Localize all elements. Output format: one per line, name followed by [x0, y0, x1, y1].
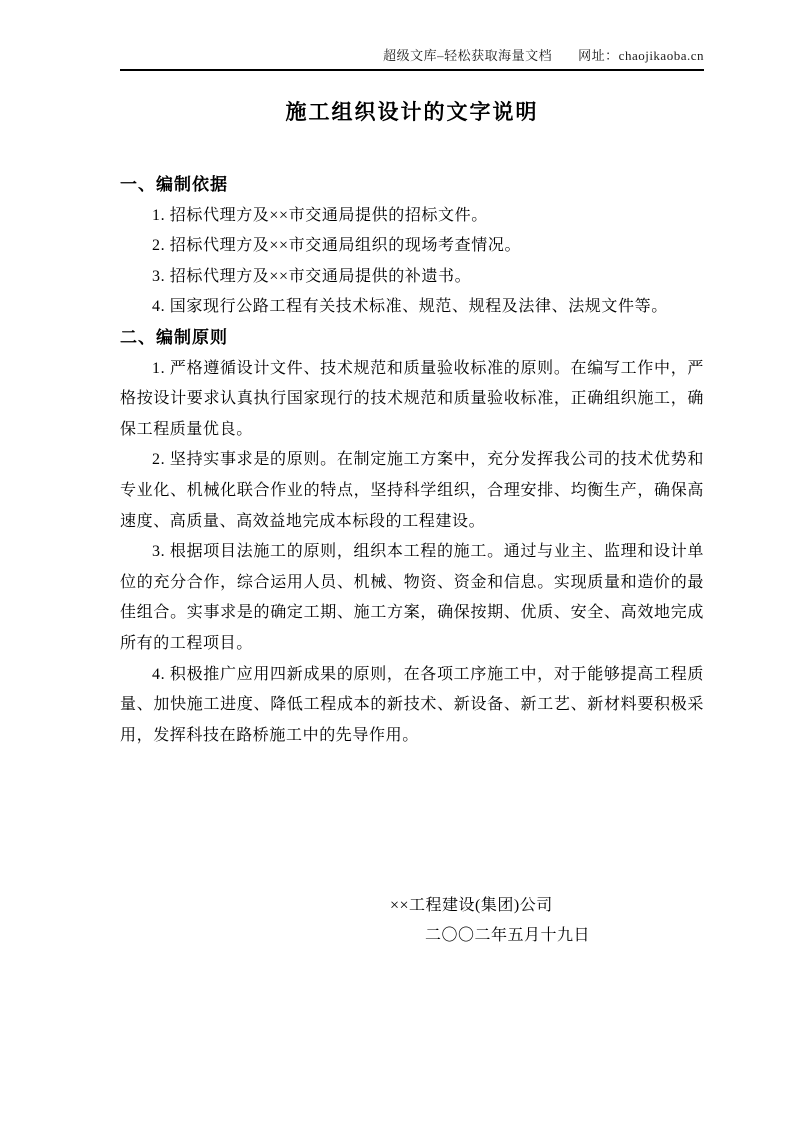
basis-item-4: 4. 国家现行公路工程有关技术标准、规范、规程及法律、法规文件等。 — [152, 298, 668, 316]
principle-item-1: 1. 严格遵循设计文件、技术规范和质量验收标准的原则。在编写工作中，严格按设计要求认真执行国家现行的技术规范和质量验收标准，正确组织施工，确保工程质量优良。 — [120, 359, 704, 438]
header-url-label: 网址： — [578, 48, 619, 63]
document-body — [120, 97, 704, 951]
principle-item-3: 3. 根据项目法施工的原则，组织本工程的施工。通过与业主、监理和设计单位的充分合作，综合运用人员、机械、物资、资金和信息。实现质量和造价的最佳组合。实事求是的确定工期、施工方案，确保按期、优质、安全、高效地完成所有的工程项目。 — [120, 543, 704, 652]
header-url: chaojikaoba.cn — [618, 48, 704, 63]
signature-block — [120, 891, 704, 951]
signature-company: ××工程建设(集团)公司 — [390, 897, 553, 915]
header-site-name: 超级文库–轻松获取海量文档 — [383, 48, 553, 63]
header-rule — [120, 69, 704, 71]
signature-date: 二〇〇二年五月十九日 — [425, 927, 591, 945]
basis-item-1: 1. 招标代理方及××市交通局提供的招标文件。 — [152, 206, 488, 224]
page-title: 施工组织设计的文字说明 — [285, 101, 539, 124]
page-header — [120, 0, 704, 65]
basis-item-2: 2. 招标代理方及××市交通局组织的现场考查情况。 — [152, 237, 522, 255]
section-heading-principles: 二、编制原则 — [120, 327, 228, 347]
principle-item-2: 2. 坚持实事求是的原则。在制定施工方案中，充分发挥我公司的技术优势和专业化、机械化联合作业的特点，坚持科学组织，合理安排、均衡生产，确保高速度、高质量、高效益地完成本标段的工程建设。 — [120, 451, 704, 530]
section-heading-basis: 一、编制依据 — [120, 175, 228, 194]
basis-item-3: 3. 招标代理方及××市交通局提供的补遗书。 — [152, 267, 472, 285]
principle-item-4: 4. 积极推广应用四新成果的原则，在各项工序施工中，对于能够提高工程质量、加快施工进度、降低工程成本的新技术、新设备、新工艺、新材料要积极采用，发挥科技在路桥施工中的先导作用。 — [120, 665, 704, 744]
